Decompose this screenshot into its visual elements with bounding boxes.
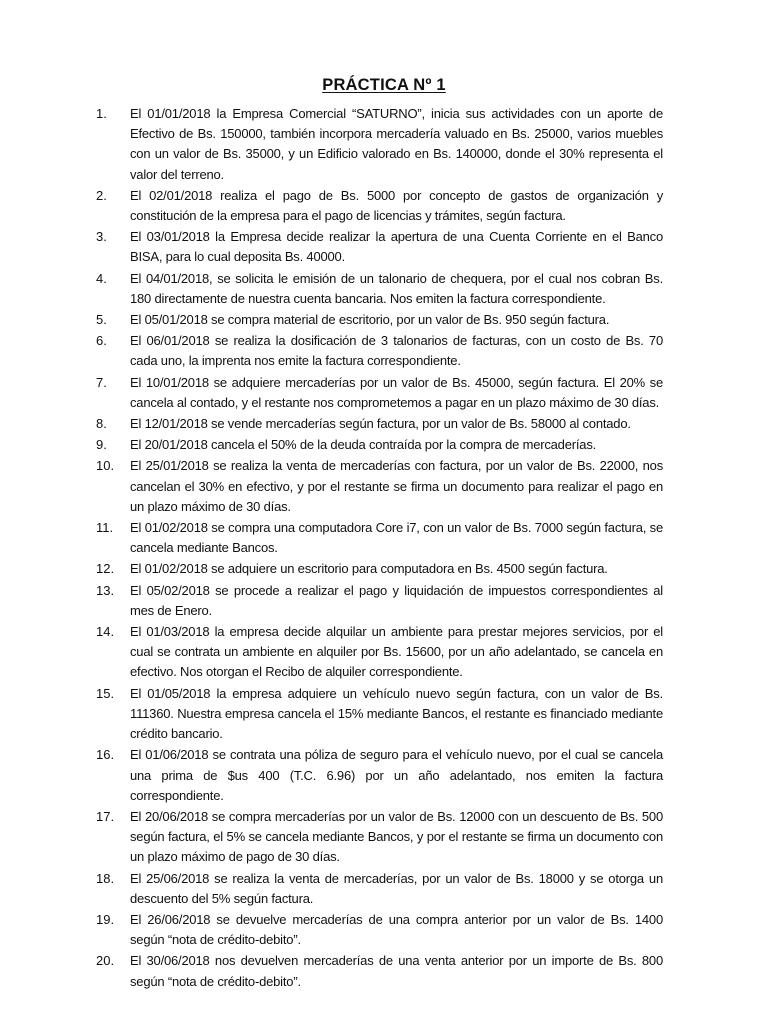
exercise-list — [96, 104, 663, 993]
list-item-number: 19. — [96, 911, 115, 927]
list-item-text: El 01/05/2018 la empresa adquiere un vehículo nuevo según factura, con un valor de Bs. 111360. Nuestra empresa cancela el 15% mediante Bancos, el restante es financiado mediante crédito bancario. — [130, 685, 663, 742]
list-item-text: El 03/01/2018 la Empresa decide realizar la apertura de una Cuenta Corriente en el Banco BISA, para lo cual deposita Bs. 40000. — [130, 229, 663, 265]
list-item-number: 2. — [96, 187, 107, 203]
list-item-number: 4. — [96, 270, 107, 286]
list-item — [96, 622, 663, 683]
list-item — [96, 518, 663, 558]
list-item-number: 18. — [96, 870, 115, 886]
list-item-text: El 06/01/2018 se realiza la dosificación de 3 talonarios de facturas, con un costo de Bs. 70 cada uno, la imprenta nos emite la factura correspondiente. — [130, 333, 663, 369]
list-item-text: El 01/02/2018 se adquiere un escritorio para computadora en Bs. 4500 según factura. — [130, 561, 608, 577]
list-item — [96, 745, 663, 806]
list-item — [96, 269, 663, 309]
list-item — [96, 807, 663, 868]
list-item-number: 13. — [96, 582, 115, 598]
list-item-text: El 02/01/2018 realiza el pago de Bs. 5000 por concepto de gastos de organización y constitución de la empresa para el pago de licencias y trámites, según factura. — [130, 187, 663, 224]
list-item-text: El 01/06/2018 se contrata una póliza de seguro para el vehículo nuevo, por el cual se cancela una prima de $us 400 (T.C. 6.96) por un año adelantado, nos emiten la factura correspondiente. — [130, 747, 663, 803]
list-item-number: 1. — [96, 106, 107, 121]
list-item-number: 11. — [96, 520, 114, 536]
list-item-text: El 04/01/2018, se solicita le emisión de un talonario de chequera, por el cual nos cobran Bs. 180 directamente de nuestra cuenta bancaria. Nos emiten la factura correspondiente. — [130, 270, 663, 306]
page-title: PRÁCTICA Nº 1 — [322, 76, 446, 94]
list-item-number: 16. — [96, 747, 115, 763]
list-item — [96, 456, 663, 517]
list-item-number: 15. — [96, 685, 115, 701]
list-item-text: El 12/01/2018 se vende mercaderías según factura, por un valor de Bs. 58000 al contado. — [130, 416, 631, 432]
list-item-number: 20. — [96, 953, 115, 969]
list-item — [96, 310, 663, 330]
list-item-text: El 25/01/2018 se realiza la venta de mercaderías con factura, por un valor de Bs. 22000, nos cancelan el 30% en efectivo, y por el restante se firma un documento para realizar el pago en un plazo máximo de 30 días. — [130, 458, 663, 514]
list-item-text: El 01/01/2018 la Empresa Comercial “SATURNO”, inicia sus actividades con un aporte de Efectivo de Bs. 150000, también incorpora mercadería valuado en Bs. 25000, varios muebles con un valor de Bs. 35000, y un Edificio valorado en Bs. 140000, donde el 30% representa el valor del terreno. — [130, 106, 663, 182]
list-item-text: El 26/06/2018 se devuelve mercaderías de una compra anterior por un valor de Bs. 1400 según “nota de crédito-debito”. — [130, 911, 663, 948]
list-item — [96, 910, 663, 950]
list-item — [96, 559, 663, 579]
list-item-number: 3. — [96, 229, 107, 245]
list-item — [96, 435, 663, 455]
list-item — [96, 373, 663, 413]
list-item — [96, 684, 663, 745]
list-item — [96, 414, 663, 434]
list-item-text: El 25/06/2018 se realiza la venta de mercaderías, por un valor de Bs. 18000 y se otorga un descuento del 5% según factura. — [130, 870, 663, 906]
list-item-text: El 05/01/2018 se compra material de escritorio, por un valor de Bs. 950 según factura. — [130, 312, 610, 328]
list-item-text: El 05/02/2018 se procede a realizar el pago y liquidación de impuestos correspondientes al mes de Enero. — [130, 582, 663, 618]
list-item-number: 9. — [96, 437, 107, 453]
list-item-text: El 20/06/2018 se compra mercaderías por un valor de Bs. 12000 con un descuento de Bs. 500 según factura, el 5% se cancela mediante Bancos, y por el restante se firma un documento con un plazo máximo de pago de 30 días. — [130, 808, 663, 865]
list-item-text: El 01/02/2018 se compra una computadora Core i7, con un valor de Bs. 7000 según factura, se cancela mediante Bancos. — [130, 520, 663, 556]
list-item — [96, 951, 663, 991]
list-item-number: 14. — [96, 624, 115, 640]
list-item — [96, 104, 663, 185]
list-item-number: 6. — [96, 333, 107, 349]
list-item — [96, 331, 663, 371]
list-item-number: 7. — [96, 374, 107, 390]
list-item-text: El 30/06/2018 nos devuelven mercaderías de una venta anterior por un importe de Bs. 800 según “nota de crédito-debito”. — [130, 953, 663, 989]
list-item — [96, 186, 663, 226]
list-item-number: 10. — [96, 458, 115, 474]
list-item — [96, 581, 663, 621]
list-item-number: 12. — [96, 561, 115, 577]
list-item-number: 5. — [96, 312, 107, 328]
list-item-number: 17. — [96, 808, 115, 824]
list-item-number: 8. — [96, 416, 107, 432]
list-item-text: El 20/01/2018 cancela el 50% de la deuda contraída por la compra de mercaderías. — [130, 437, 597, 453]
list-item-text: El 01/03/2018 la empresa decide alquilar un ambiente para prestar mejores servicios, por el cual se contrata un ambiente en alquiler por Bs. 15600, por un año adelantado, se cancela en efectivo. Nos otorgan el Recibo de alquiler correspondiente. — [130, 624, 663, 680]
list-item — [96, 869, 663, 909]
list-item — [96, 227, 663, 267]
list-item-text: El 10/01/2018 se adquiere mercaderías por un valor de Bs. 45000, según factura. El 20% se cancela al contado, y el restante nos comprometemos a pagar en un plazo máximo de 30 días. — [130, 374, 663, 410]
